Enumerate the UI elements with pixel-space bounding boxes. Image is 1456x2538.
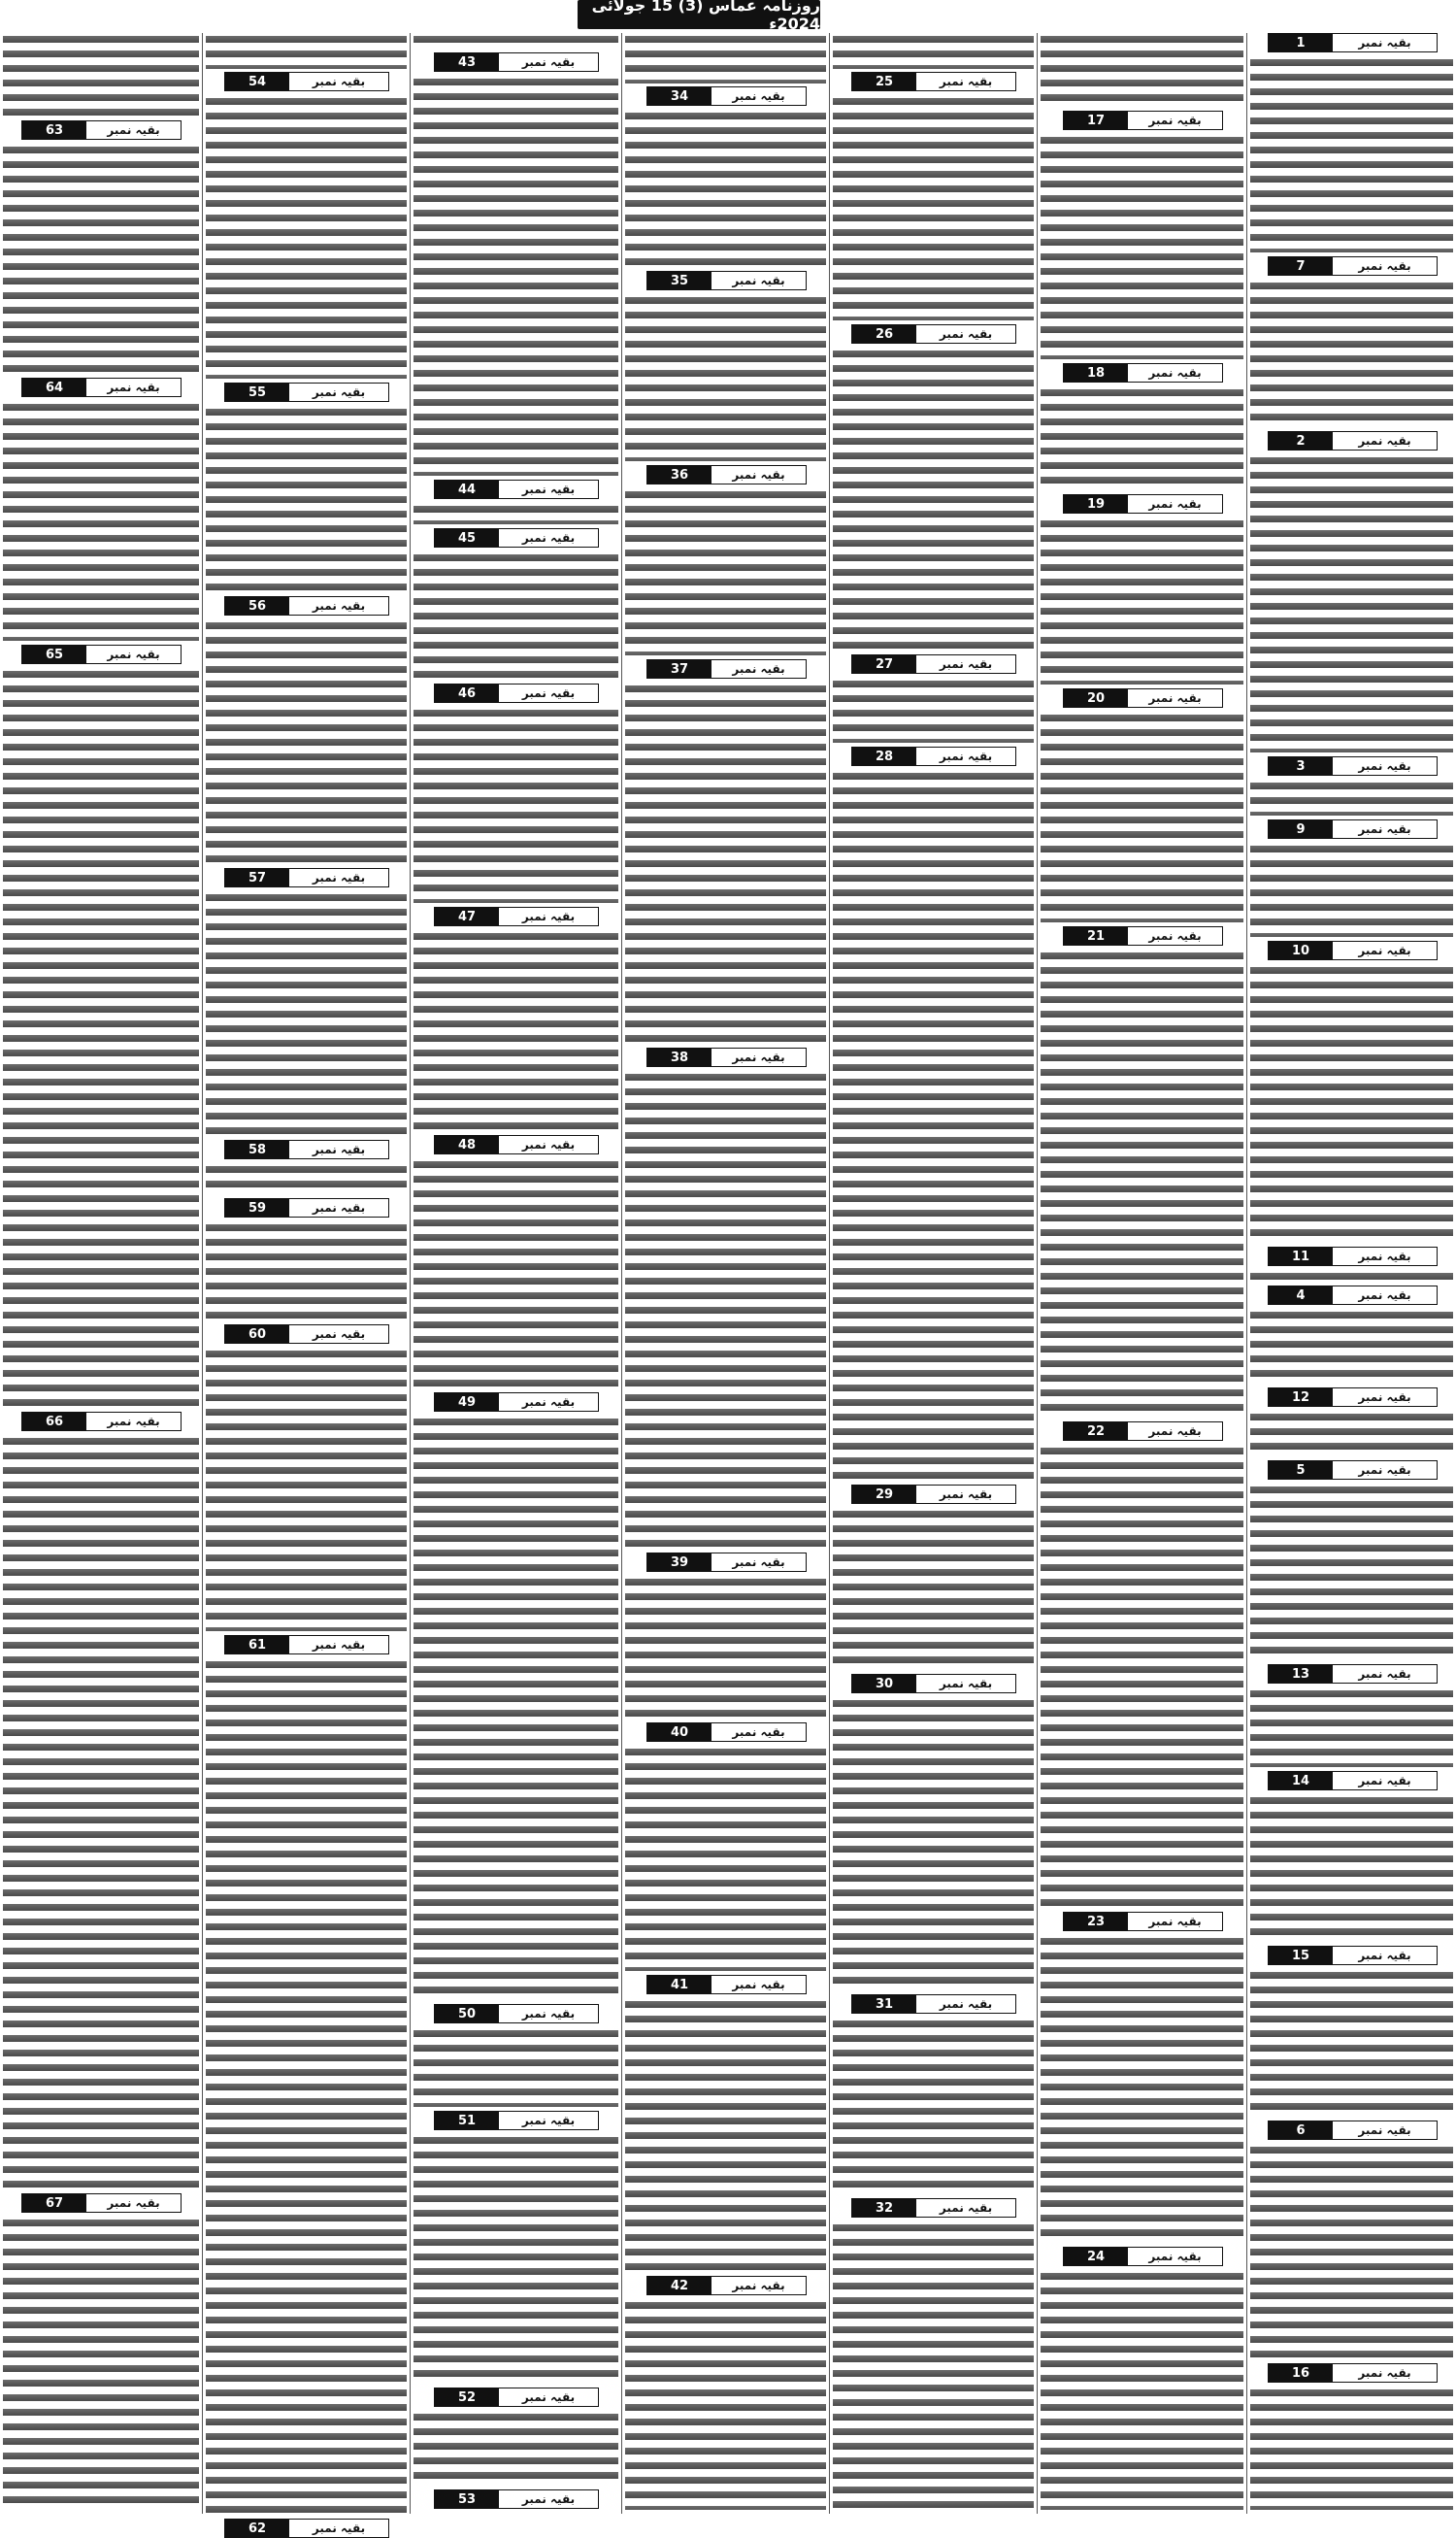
continuation-label: بقیہ نمبر (1333, 1248, 1437, 1265)
article-text-block (3, 1435, 199, 2189)
article-text-block (1041, 386, 1243, 490)
continuation-header (1268, 33, 1438, 52)
continuation-label: بقیہ نمبر (916, 73, 1015, 90)
continuation-label: بقیہ نمبر (499, 1393, 598, 1411)
continuation-label: بقیہ نمبر (1333, 2364, 1437, 2382)
continuation-header (434, 2111, 599, 2130)
continuation-number: 53 (435, 2490, 499, 2508)
continuation-label: بقیہ نمبر (1333, 1665, 1437, 1683)
continuation-header (434, 52, 599, 72)
continuation-label: بقیہ نمبر (289, 1199, 388, 1217)
continuation-header (851, 1994, 1016, 2014)
continuation-header (1268, 941, 1438, 960)
continuation-number: 41 (647, 1976, 711, 1993)
continuation-number: 48 (435, 1136, 499, 1153)
article-text-block (625, 294, 826, 461)
continuation-label: بقیہ نمبر (1333, 34, 1437, 51)
article-text-block (1041, 134, 1243, 359)
article-text-block (1250, 964, 1453, 1243)
continuation-header (646, 271, 807, 290)
continuation-label: بقیہ نمبر (1333, 942, 1437, 959)
article-text-block (414, 503, 618, 524)
continuation-label: بقیہ نمبر (1333, 820, 1437, 838)
column-7 (0, 33, 202, 2514)
continuation-number: 51 (435, 2112, 499, 2129)
continuation-number: 23 (1064, 1913, 1128, 1930)
article-text-block (1250, 1270, 1453, 1282)
continuation-header (1268, 2363, 1438, 2383)
continuation-header (21, 2193, 182, 2213)
continuation-number: 60 (225, 1325, 289, 1343)
article-text-block (833, 2221, 1034, 2510)
continuation-label: بقیہ نمبر (86, 646, 181, 663)
continuation-label: بقیہ نمبر (289, 869, 388, 886)
continuation-number: 21 (1064, 927, 1128, 945)
continuation-number: 4 (1269, 1286, 1333, 1304)
continuation-number: 57 (225, 869, 289, 886)
column-1 (1246, 33, 1456, 2514)
continuation-header (646, 1048, 807, 1067)
continuation-header (646, 86, 807, 106)
continuation-header (1063, 111, 1223, 130)
continuation-label: بقیہ نمبر (1128, 112, 1222, 129)
continuation-label: بقیہ نمبر (916, 2199, 1015, 2217)
continuation-number: 28 (852, 748, 916, 765)
masthead (578, 0, 820, 33)
continuation-label: بقیہ نمبر (499, 481, 598, 498)
continuation-number: 36 (647, 466, 711, 484)
continuation-header (224, 72, 389, 91)
article-text-block (1250, 454, 1453, 752)
continuation-number: 65 (22, 646, 86, 663)
continuation-header (434, 684, 599, 703)
article-text-block (206, 1348, 407, 1631)
continuation-label: بقیہ نمبر (499, 685, 598, 702)
continuation-label: بقیہ نمبر (711, 466, 806, 484)
article-text-block (625, 683, 826, 1044)
continuation-number: 43 (435, 53, 499, 71)
continuation-label: بقیہ نمبر (289, 73, 388, 90)
continuation-header (1063, 2247, 1223, 2266)
continuation-label: بقیہ نمبر (1128, 927, 1222, 945)
continuation-label: بقیہ نمبر (711, 1049, 806, 1066)
continuation-number: 11 (1269, 1248, 1333, 1265)
continuation-number: 15 (1269, 1947, 1333, 1964)
continuation-number: 54 (225, 73, 289, 90)
article-text-block (206, 95, 407, 379)
continuation-number: 61 (225, 1636, 289, 1653)
continuation-label: بقیہ نمبر (1333, 1286, 1437, 1304)
continuation-header (1268, 1771, 1438, 1790)
continuation-number: 49 (435, 1393, 499, 1411)
article-text-block (1041, 2270, 1243, 2510)
continuation-header (1268, 1387, 1438, 1407)
continuation-number: 67 (22, 2194, 86, 2212)
continuation-header (1063, 363, 1223, 383)
continuation-header (224, 1635, 389, 1654)
continuation-label: بقیہ نمبر (1333, 1461, 1437, 1479)
continuation-label: بقیہ نمبر (86, 1413, 181, 1430)
continuation-header (224, 383, 389, 402)
continuation-number: 38 (647, 1049, 711, 1066)
continuation-number: 30 (852, 1675, 916, 1692)
continuation-header (851, 2198, 1016, 2218)
article-text-block (833, 770, 1034, 1481)
article-text-block (3, 144, 199, 374)
continuation-header (646, 1722, 807, 1742)
continuation-header (434, 1135, 599, 1154)
continuation-number: 14 (1269, 1772, 1333, 1789)
article-text-block (206, 1658, 407, 2515)
column-4 (621, 33, 829, 2514)
continuation-header (851, 747, 1016, 766)
continuation-label: بقیہ نمبر (1128, 495, 1222, 513)
continuation-header (1063, 494, 1223, 514)
continuation-label: بقیہ نمبر (289, 1325, 388, 1343)
continuation-header (851, 72, 1016, 91)
continuation-header (646, 659, 807, 679)
column-6 (202, 33, 410, 2536)
continuation-header (851, 1485, 1016, 1504)
continuation-label: بقیہ نمبر (711, 660, 806, 678)
article-text-block (1250, 280, 1453, 427)
continuation-header (1268, 756, 1438, 776)
article-text-block (414, 76, 618, 476)
continuation-header (851, 324, 1016, 344)
article-text-block (1250, 1794, 1453, 1942)
article-text-block (833, 1697, 1034, 1990)
continuation-header (434, 2489, 599, 2509)
continuation-header (434, 2004, 599, 2023)
continuation-header (21, 1412, 182, 1431)
continuation-header (434, 2388, 599, 2407)
continuation-number: 50 (435, 2005, 499, 2022)
article-text-block (625, 1746, 826, 1971)
continuation-number: 17 (1064, 112, 1128, 129)
continuation-number: 24 (1064, 2248, 1128, 2265)
continuation-number: 13 (1269, 1665, 1333, 1683)
continuation-header (1063, 1912, 1223, 1931)
continuation-header (434, 907, 599, 926)
article-text-block (833, 1508, 1034, 1670)
continuation-number: 12 (1269, 1388, 1333, 1406)
article-text-block (414, 2027, 618, 2107)
continuation-header (224, 596, 389, 616)
continuation-number: 55 (225, 384, 289, 401)
continuation-number: 62 (225, 2520, 289, 2537)
column-5 (410, 33, 621, 2514)
continuation-label: بقیہ نمبر (499, 2490, 598, 2508)
newspaper-columns (0, 33, 1456, 2536)
continuation-label: بقیہ نمبر (1333, 432, 1437, 450)
article-text-block (1041, 1445, 1243, 1908)
article-text-block (1250, 1309, 1453, 1384)
continuation-number: 35 (647, 272, 711, 289)
continuation-header (1063, 1421, 1223, 1441)
continuation-number: 34 (647, 87, 711, 105)
article-text-block (1250, 843, 1453, 937)
continuation-number: 58 (225, 1141, 289, 1158)
continuation-label: بقیہ نمبر (1333, 257, 1437, 275)
continuation-label: بقیہ نمبر (1128, 364, 1222, 382)
continuation-header (224, 1198, 389, 1218)
article-text-block (1250, 1969, 1453, 2117)
continuation-label: بقیہ نمبر (86, 2194, 181, 2212)
continuation-label: بقیہ نمبر (1333, 1772, 1437, 1789)
continuation-label: بقیہ نمبر (499, 908, 598, 925)
continuation-header (434, 1392, 599, 1412)
continuation-number: 18 (1064, 364, 1128, 382)
continuation-label: بقیہ نمبر (711, 87, 806, 105)
continuation-label: بقیہ نمبر (916, 748, 1015, 765)
article-text-block (625, 1576, 826, 1719)
continuation-number: 2 (1269, 432, 1333, 450)
continuation-number: 20 (1064, 689, 1128, 707)
continuation-number: 32 (852, 2199, 916, 2217)
continuation-header (224, 1140, 389, 1159)
article-text-block (833, 2018, 1034, 2194)
article-text-block (414, 1416, 618, 2000)
continued-text-block (833, 33, 1034, 69)
continuation-number: 45 (435, 529, 499, 547)
continuation-number: 10 (1269, 942, 1333, 959)
continuation-number: 64 (22, 379, 86, 396)
article-text-block (1250, 2387, 1453, 2510)
continuation-number: 56 (225, 597, 289, 615)
continuation-label: بقیہ نمبر (499, 2388, 598, 2406)
continuation-number: 25 (852, 73, 916, 90)
article-text-block (625, 1071, 826, 1549)
continuation-label: بقیہ نمبر (499, 529, 598, 547)
continuation-number: 52 (435, 2388, 499, 2406)
continuation-label: بقیہ نمبر (711, 1976, 806, 1993)
continuation-number: 44 (435, 481, 499, 498)
article-text-block (206, 1163, 407, 1194)
article-text-block (414, 2134, 618, 2384)
continuation-label: بقیہ نمبر (1128, 689, 1222, 707)
article-text-block (414, 930, 618, 1131)
continuation-header (224, 1324, 389, 1344)
continuation-header (21, 378, 182, 397)
continuation-header (1268, 819, 1438, 839)
continuation-header (1063, 688, 1223, 708)
continuation-label: بقیہ نمبر (1128, 1422, 1222, 1440)
continuation-label: بقیہ نمبر (916, 1486, 1015, 1503)
continuation-label: بقیہ نمبر (916, 655, 1015, 673)
continuation-number: 31 (852, 1995, 916, 2013)
continuation-header (1268, 256, 1438, 276)
continuation-header (1268, 1247, 1438, 1266)
continuation-label: بقیہ نمبر (289, 597, 388, 615)
article-text-block (625, 2299, 826, 2510)
continuation-number: 40 (647, 1723, 711, 1741)
continuation-header (646, 1975, 807, 1994)
continuation-label: بقیہ نمبر (1333, 757, 1437, 775)
continuation-header (1268, 431, 1438, 451)
continuation-header (1268, 2121, 1438, 2140)
continuation-label: بقیہ نمبر (289, 1636, 388, 1653)
article-text-block (1041, 950, 1243, 1418)
article-text-block (1250, 1687, 1453, 1767)
continuation-number: 59 (225, 1199, 289, 1217)
continuation-number: 37 (647, 660, 711, 678)
continued-text-block (3, 33, 199, 117)
continued-text-block (206, 33, 407, 69)
article-text-block (625, 1998, 826, 2272)
continuation-label: بقیہ نمبر (916, 1675, 1015, 1692)
continuation-label: بقیہ نمبر (711, 1723, 806, 1741)
continuation-number: 27 (852, 655, 916, 673)
continuation-label: بقیہ نمبر (711, 2277, 806, 2294)
continuation-label: بقیہ نمبر (499, 2112, 598, 2129)
continuation-number: 7 (1269, 257, 1333, 275)
continuation-label: بقیہ نمبر (1333, 1388, 1437, 1406)
continuation-header (1268, 1460, 1438, 1480)
continuation-number: 5 (1269, 1461, 1333, 1479)
article-text-block (414, 707, 618, 903)
article-text-block (3, 668, 199, 1408)
continuation-label: بقیہ نمبر (499, 1136, 598, 1153)
continuation-label: بقیہ نمبر (916, 325, 1015, 343)
continuation-header (434, 480, 599, 499)
continuation-header (1268, 1286, 1438, 1305)
continued-text-block (1041, 33, 1243, 108)
article-text-block (3, 2217, 199, 2510)
article-text-block (1250, 2144, 1453, 2359)
continuation-label: بقیہ نمبر (86, 379, 181, 396)
article-text-block (1250, 1411, 1453, 1456)
continuation-header (224, 2519, 389, 2538)
continuation-number: 39 (647, 1553, 711, 1571)
continuation-label: بقیہ نمبر (499, 53, 598, 71)
continuation-label: بقیہ نمبر (1128, 2248, 1222, 2265)
article-text-block (625, 110, 826, 267)
continuation-header (646, 2276, 807, 2295)
continuation-label: بقیہ نمبر (711, 272, 806, 289)
continuation-header (646, 465, 807, 484)
continuation-label: بقیہ نمبر (916, 1995, 1015, 2013)
continuation-number: 3 (1269, 757, 1333, 775)
continuation-number: 6 (1269, 2121, 1333, 2139)
article-text-block (414, 1158, 618, 1388)
article-text-block (206, 891, 407, 1136)
article-text-block (1250, 780, 1453, 816)
article-text-block (206, 406, 407, 592)
article-text-block (1250, 1484, 1453, 1660)
continued-text-block (414, 33, 618, 50)
continued-text-block (625, 33, 826, 83)
continuation-label: بقیہ نمبر (1333, 2121, 1437, 2139)
continuation-label: بقیہ نمبر (289, 2520, 388, 2537)
article-text-block (206, 619, 407, 864)
continuation-header (646, 1553, 807, 1572)
continuation-label: بقیہ نمبر (711, 1553, 806, 1571)
continuation-number: 42 (647, 2277, 711, 2294)
article-text-block (414, 551, 618, 680)
continuation-number: 47 (435, 908, 499, 925)
continuation-label: بقیہ نمبر (289, 384, 388, 401)
continuation-number: 66 (22, 1413, 86, 1430)
continuation-label: بقیہ نمبر (499, 2005, 598, 2022)
masthead-text: روزنامہ عماس (3) 15 جولائی 2024ء (591, 0, 820, 33)
continuation-header (434, 528, 599, 548)
article-text-block (1041, 712, 1243, 922)
continuation-number: 9 (1269, 820, 1333, 838)
article-text-block (1250, 56, 1453, 252)
continuation-label: بقیہ نمبر (289, 1141, 388, 1158)
article-text-block (625, 488, 826, 655)
continuation-number: 19 (1064, 495, 1128, 513)
continuation-number: 16 (1269, 2364, 1333, 2382)
continuation-header (851, 654, 1016, 674)
continuation-header (1268, 1946, 1438, 1965)
continuation-header (224, 868, 389, 887)
continuation-header (21, 120, 182, 140)
article-text-block (1041, 1935, 1243, 2243)
continuation-number: 26 (852, 325, 916, 343)
article-text-block (833, 95, 1034, 320)
column-2 (1037, 33, 1246, 2514)
continuation-number: 29 (852, 1486, 916, 1503)
continuation-number: 63 (22, 121, 86, 139)
article-text-block (414, 2411, 618, 2486)
continuation-header (851, 1674, 1016, 1693)
continuation-number: 46 (435, 685, 499, 702)
continuation-header (21, 645, 182, 664)
continuation-label: بقیہ نمبر (1128, 1913, 1222, 1930)
article-text-block (833, 678, 1034, 743)
continuation-number: 1 (1269, 34, 1333, 51)
article-text-block (206, 1221, 407, 1320)
continuation-label: بقیہ نمبر (1333, 1947, 1437, 1964)
continuation-number: 22 (1064, 1422, 1128, 1440)
article-text-block (833, 348, 1034, 651)
continuation-label: بقیہ نمبر (86, 121, 181, 139)
continuation-header (1063, 926, 1223, 946)
continuation-header (1268, 1664, 1438, 1684)
article-text-block (1041, 518, 1243, 685)
column-3 (829, 33, 1037, 2514)
article-text-block (3, 401, 199, 641)
